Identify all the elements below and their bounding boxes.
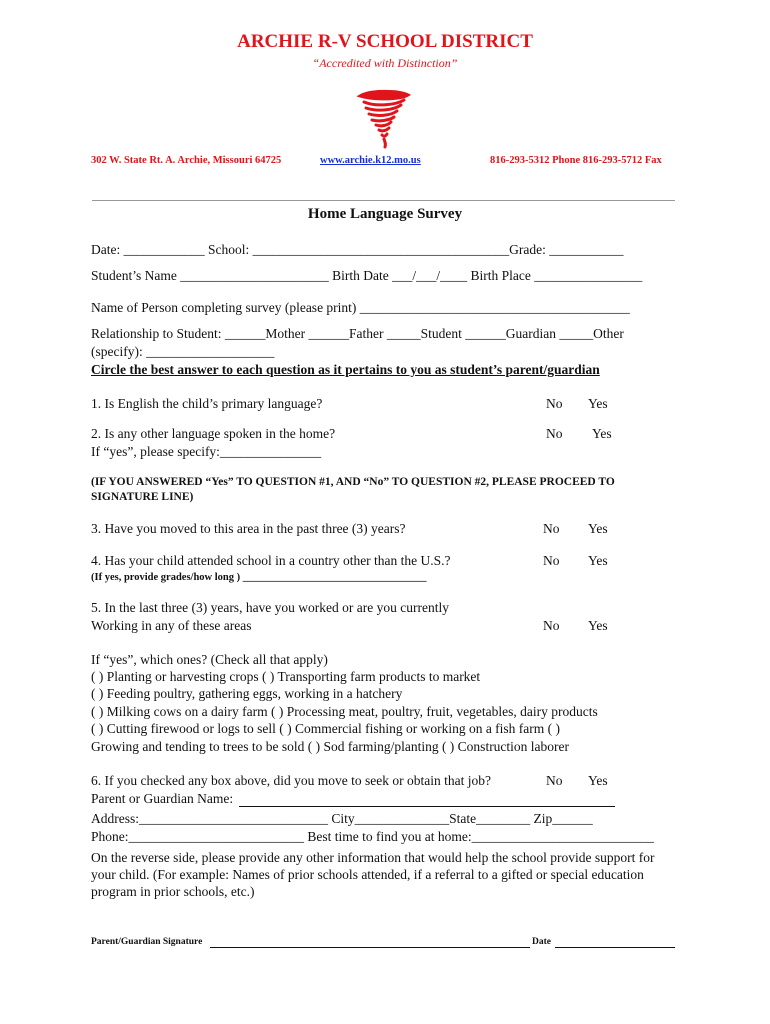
question-6: 6. If you checked any box above, did you move to seek or obtain that job? — [91, 773, 492, 788]
district-motto: “Accredited with Distinction” — [312, 56, 458, 70]
work-option-checkbox-line[interactable]: ( ) Cutting firewood or logs to sell ( ) Commercial fishing or working on a fish farm ( ) — [91, 721, 561, 736]
relationship-specify-line[interactable]: (specify): ___________________ — [91, 344, 275, 359]
question-4-grades-line[interactable]: (If yes, provide grades/how long ) ___________________________________ — [91, 572, 427, 583]
person-completing-line[interactable]: Name of Person completing survey (please print) ________________________________________ — [91, 300, 630, 315]
work-option-checkbox-line[interactable]: ( ) Feeding poultry, gathering eggs, working in a hatchery — [91, 686, 403, 701]
question-5-line-2: Working in any of these areas — [91, 618, 252, 633]
question-1: 1. Is English the child’s primary language? — [91, 396, 323, 411]
question-1-no[interactable]: No — [546, 396, 563, 411]
proceed-note-line-1: (IF YOU ANSWERED “Yes” TO QUESTION #1, AND “No” TO QUESTION #2, PLEASE PROCEED TO — [91, 476, 615, 488]
survey-title: Home Language Survey — [307, 206, 463, 222]
question-6-yes[interactable]: Yes — [588, 773, 608, 788]
district-address: 302 W. State Rt. A. Archie, Missouri 64725 — [91, 155, 282, 166]
student-birth-line[interactable]: Student’s Name ______________________ Birth Date ___/___/____ Birth Place ________________ — [91, 268, 643, 283]
guardian-name-label: Parent or Guardian Name: — [91, 791, 234, 806]
work-option-checkbox-line[interactable]: ( ) Milking cows on a dairy farm ( ) Processing meat, poultry, fruit, vegetables, dairy products — [91, 704, 598, 719]
work-options-header: If “yes”, which ones? (Check all that apply) — [91, 652, 328, 667]
question-2-specify[interactable]: If “yes”, please specify:_______________ — [91, 444, 322, 459]
signature-field[interactable] — [210, 947, 530, 948]
header-divider — [92, 200, 675, 201]
reverse-side-text-3: program in prior schools, etc.) — [91, 884, 255, 899]
question-2-yes[interactable]: Yes — [592, 426, 612, 441]
proceed-note-line-2: SIGNATURE LINE) — [91, 491, 194, 503]
district-website-link[interactable]: www.archie.k12.mo.us — [320, 155, 421, 166]
reverse-side-text-2: your child. (For example: Names of prior schools attended, if a referral to a gifted or special education — [91, 867, 644, 882]
work-option-checkbox-line[interactable]: ( ) Planting or harvesting crops ( ) Transporting farm products to market — [91, 669, 481, 684]
circle-instruction: Circle the best answer to each question as it pertains to you as student’s parent/guardian — [91, 362, 600, 377]
signature-label: Parent/Guardian Signature — [91, 937, 203, 947]
tornado-logo-icon — [354, 88, 414, 150]
date-school-grade-line[interactable]: Date: ____________ School: ______________________________________Grade: ___________ — [91, 242, 624, 257]
date-label: Date — [532, 937, 551, 947]
district-phone-fax: 816-293-5312 Phone 816-293-5712 Fax — [490, 155, 662, 166]
phone-line[interactable]: Phone:__________________________ Best time to find you at home:___________________________ — [91, 829, 654, 844]
question-5-no[interactable]: No — [543, 618, 560, 633]
signature-date-field[interactable] — [555, 947, 675, 948]
question-3: 3. Have you moved to this area in the past three (3) years? — [91, 521, 406, 536]
reverse-side-text-1: On the reverse side, please provide any other information that would help the school provide support for — [91, 850, 655, 865]
question-4-no[interactable]: No — [543, 553, 560, 568]
question-4-yes[interactable]: Yes — [588, 553, 608, 568]
question-5-yes[interactable]: Yes — [588, 618, 608, 633]
address-line[interactable]: Address:____________________________ City______________State________ Zip______ — [91, 811, 593, 826]
question-2: 2. Is any other language spoken in the home? — [91, 426, 336, 441]
question-4: 4. Has your child attended school in a country other than the U.S.? — [91, 553, 451, 568]
question-5-line-1: 5. In the last three (3) years, have you worked or are you currently — [91, 600, 449, 615]
question-3-yes[interactable]: Yes — [588, 521, 608, 536]
guardian-name-field[interactable] — [239, 806, 615, 807]
question-1-yes[interactable]: Yes — [588, 396, 608, 411]
question-3-no[interactable]: No — [543, 521, 560, 536]
work-option-checkbox-line[interactable]: Growing and tending to trees to be sold ( ) Sod farming/planting ( ) Construction laborer — [91, 739, 570, 754]
relationship-line[interactable]: Relationship to Student: ______Mother ______Father _____Student ______Guardian _____Other — [91, 326, 624, 341]
question-6-no[interactable]: No — [546, 773, 563, 788]
question-2-no[interactable]: No — [546, 426, 563, 441]
district-name: ARCHIE R-V SCHOOL DISTRICT — [237, 31, 533, 52]
